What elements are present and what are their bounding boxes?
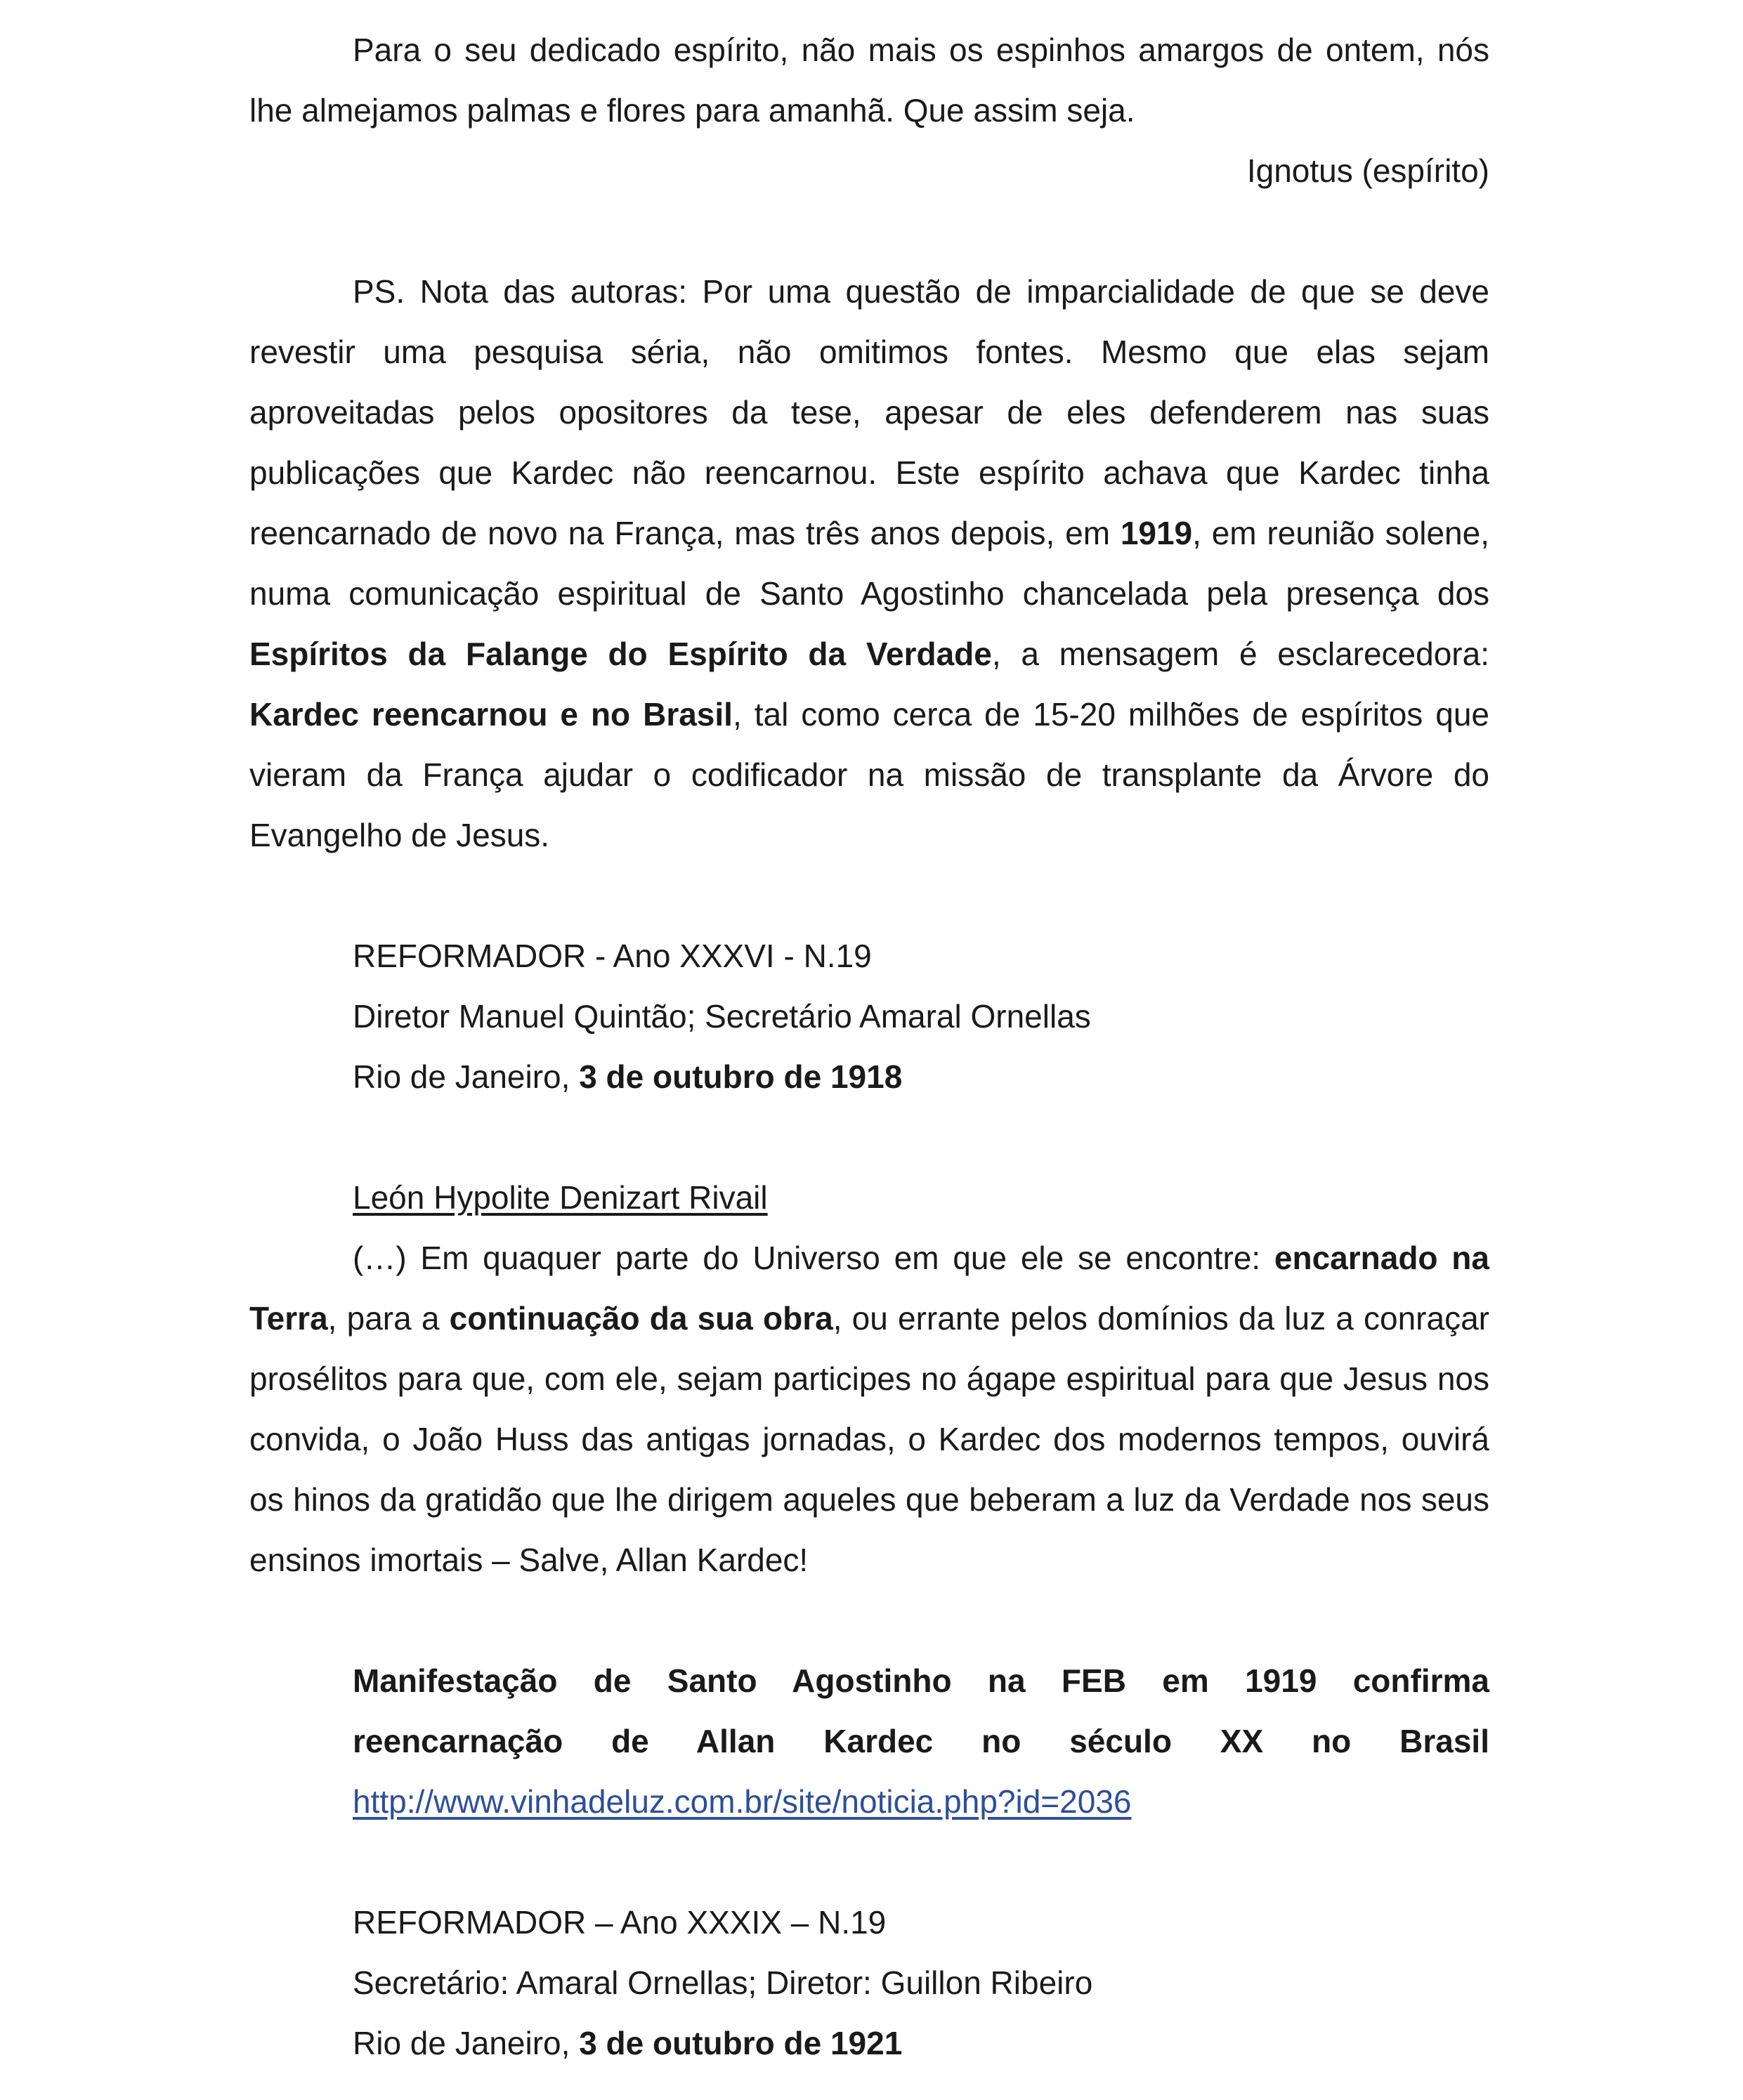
ps-text-4: , tal como cerca de 15-20 milhões de espíritos que vieram da França ajudar o codificador na missão de transplante da Árvore do Evangelho de Jesus. <box>249 696 1489 853</box>
section-heading-wrap <box>249 1167 1489 1228</box>
spacer <box>249 865 1489 926</box>
section-text-2: , para a <box>327 1300 450 1337</box>
closing-paragraph: Para o seu dedicado espírito, não mais os espinhos amargos de ontem, nós lhe almejamos palmas e flores para amanhã. Que assim seja. <box>249 32 1489 129</box>
manifest-title-line1: Manifestação de Santo Agostinho na FEB em 1919 confirma <box>353 1662 1489 1699</box>
ps-text-2: , em reunião solene, numa comunicação espiritual de Santo Agostinho chancelada pela presença dos <box>249 515 1489 612</box>
manifest-link-line <box>353 1771 1489 1832</box>
document-page <box>249 20 1489 2073</box>
ref1-line3 <box>353 1046 1489 1107</box>
ps-bold-kardec: Kardec reencarnou e no Brasil <box>249 696 733 733</box>
spacer <box>249 1832 1489 1892</box>
spacer <box>249 1590 1489 1651</box>
ps-text-1: PS. Nota das autoras: Por uma questão de imparcialidade de que se deve revestir uma pesquisa séria, não omitimos fontes. Mesmo que elas sejam aproveitadas pelos opositores da tese, apesar de eles defenderem nas suas publicações que Kardec não reencarnou. Este espírito achava que Kardec tinha reencarnado de novo na França, mas três anos depois, em <box>249 273 1489 551</box>
ref1-date: 3 de outubro de 1918 <box>579 1058 903 1095</box>
ps-paragraph <box>249 261 1489 865</box>
ps-bold-year: 1919 <box>1120 515 1193 551</box>
section-text-3: , ou errante pelos domínios da luz a conraçar prosélitos para que, com ele, sejam participes no ágape espiritual para que Jesus nos convida, o João Huss das antigas jornadas, o Kardec dos modernos tempos, ouvirá os hinos da gratidão que lhe dirigem aqueles que beberam a luz da Verdade nos seus ensinos imortais – Salve, Allan Kardec! <box>249 1300 1489 1578</box>
manifest-title-line2: reencarnação de Allan Kardec no século XX no Brasil <box>353 1723 1489 1759</box>
ref2-date-prefix: Rio de Janeiro, <box>353 2025 580 2061</box>
ref1-line1: REFORMADOR - Ano XXXVI - N.19 <box>353 938 872 974</box>
signature: Ignotus (espírito) <box>1246 152 1489 189</box>
ref2-date: 3 de outubro de 1921 <box>579 2025 903 2061</box>
spacer <box>249 201 1489 261</box>
reference-block-1918 <box>249 926 1489 1107</box>
ref1-date-prefix: Rio de Janeiro, <box>353 1058 580 1095</box>
ref2-line1: REFORMADOR – Ano XXXIX – N.19 <box>353 1904 887 1941</box>
reference-block-1921 <box>249 1892 1489 2073</box>
spacer <box>249 1107 1489 1167</box>
section-bold-1: encarnado na Terra <box>249 1240 1489 1337</box>
ref2-line2: Secretário: Amaral Ornellas; Diretor: Guillon Ribeiro <box>353 1964 1093 2001</box>
ref1-line2: Diretor Manuel Quintão; Secretário Amaral Ornellas <box>353 998 1091 1035</box>
ref2-line3 <box>353 2013 1489 2073</box>
section-bold-2: continuação da sua obra <box>449 1300 833 1337</box>
manifest-block <box>249 1651 1489 1832</box>
section-heading: León Hypolite Denizart Rivail <box>353 1179 768 1216</box>
manifest-link[interactable]: http://www.vinhadeluz.com.br/site/noticia.php?id=2036 <box>353 1783 1132 1820</box>
ps-bold-falange: Espíritos da Falange do Espírito da Verdade <box>249 636 992 672</box>
section-paragraph <box>249 1228 1489 1590</box>
ps-text-3: , a mensagem é esclarecedora: <box>991 636 1489 672</box>
section-text-1: (…) Em quaquer parte do Universo em que ele se encontre: <box>353 1240 1274 1276</box>
